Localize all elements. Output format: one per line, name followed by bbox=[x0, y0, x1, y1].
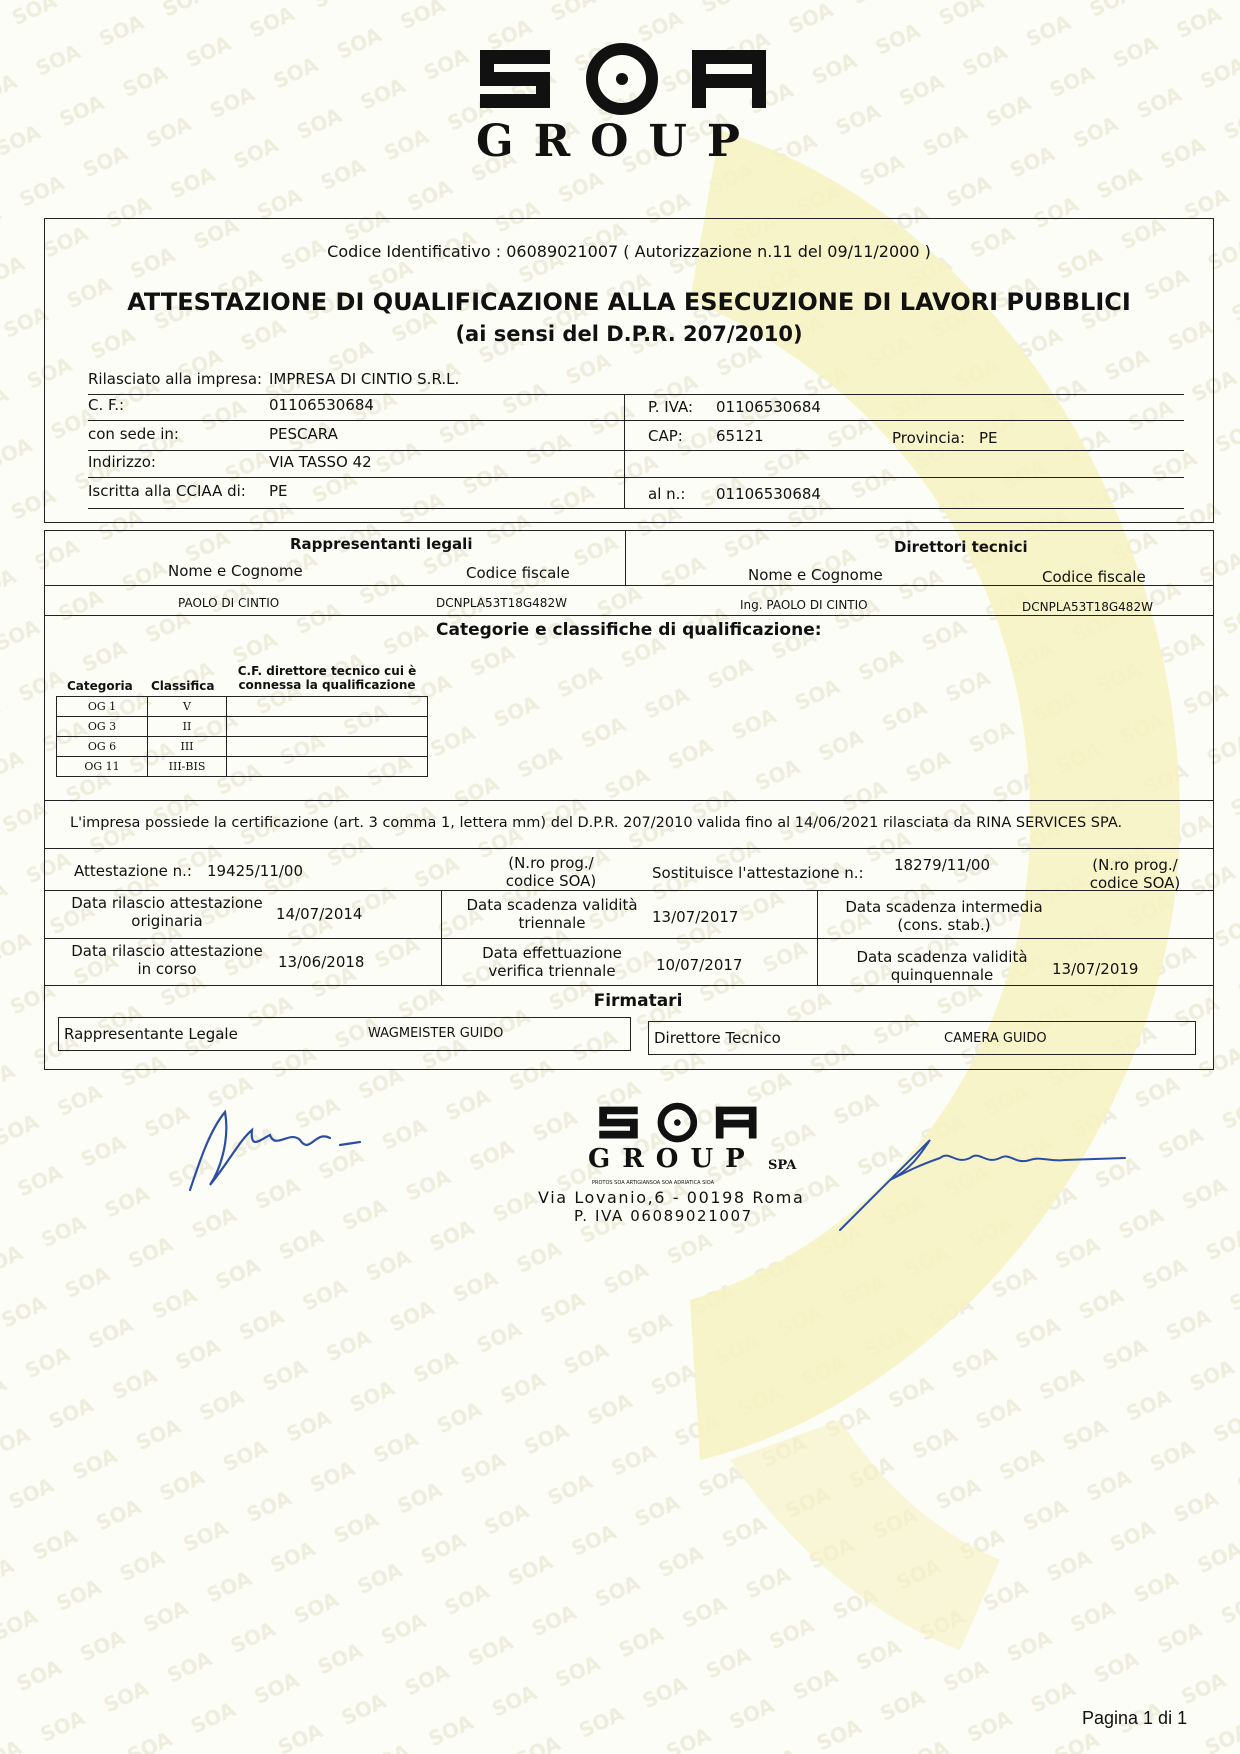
sede-label: con sede in: bbox=[88, 425, 179, 443]
eff-trien-l1: Data effettuazione bbox=[482, 944, 622, 962]
page-number: Pagina 1 di 1 bbox=[1082, 1708, 1188, 1728]
rilascio-orig-l2: originaria bbox=[131, 912, 203, 930]
cciaa-value: PE bbox=[269, 482, 288, 500]
cf-value: 01106530684 bbox=[269, 396, 374, 414]
col-categoria: Categoria bbox=[67, 679, 133, 693]
table-row bbox=[57, 697, 428, 717]
aln-value: 01106530684 bbox=[716, 485, 821, 503]
document-subtitle: (ai sensi del D.P.R. 207/2010) bbox=[455, 322, 803, 346]
indirizzo-label: Indirizzo: bbox=[88, 453, 156, 471]
cat-cell: OG 6 bbox=[57, 737, 148, 757]
provincia-label: Provincia: bbox=[892, 429, 966, 447]
rapp-cf-header: Codice fiscale bbox=[466, 564, 570, 582]
firmatari-title: Firmatari bbox=[593, 991, 683, 1011]
sostituisce-label: Sostituisce l'attestazione n.: bbox=[652, 864, 864, 882]
cciaa-label: Iscritta alla CCIAA di: bbox=[88, 482, 246, 500]
rilascio-orig-label bbox=[60, 894, 274, 930]
cap-value: 65121 bbox=[716, 427, 764, 445]
col-cf-qualificazione bbox=[226, 664, 428, 692]
codice-identificativo: Codice Identificativo : 06089021007 ( Autorizzazione n.11 del 09/11/2000 ) bbox=[327, 242, 931, 261]
scad-trien-label bbox=[444, 896, 660, 932]
rilasciato-label: Rilasciato alla impresa: bbox=[88, 370, 263, 388]
rilascio-corso-value: 13/06/2018 bbox=[278, 953, 365, 971]
classifica-cell: V bbox=[148, 697, 227, 717]
classifica-cell: II bbox=[148, 717, 227, 737]
dir-cf-header: Codice fiscale bbox=[1042, 568, 1146, 586]
dir-cf: DCNPLA53T18G482W bbox=[1022, 600, 1153, 614]
document-title: ATTESTAZIONE DI QUALIFICAZIONE ALLA ESECUZIONE DI LAVORI PUBBLICI bbox=[127, 288, 1131, 316]
table-row bbox=[57, 717, 428, 737]
rilascio-orig-l1: Data rilascio attestazione bbox=[71, 894, 263, 912]
cat-cell: OG 1 bbox=[57, 697, 148, 717]
col-cf-line2: connessa la qualificazione bbox=[238, 678, 416, 692]
categories-title: Categorie e classifiche di qualificazione: bbox=[436, 620, 822, 640]
cat-cell: OG 11 bbox=[57, 757, 148, 777]
classifica-cell: III bbox=[148, 737, 227, 757]
footer-tagline: PROTOS SOA ARTIGIANSOA SOA ADRIATICA SIOA bbox=[592, 1180, 715, 1186]
quinq-label bbox=[830, 948, 1054, 984]
cf-cell bbox=[227, 697, 428, 717]
firmatario-dir-value: CAMERA GUIDO bbox=[944, 1031, 1047, 1046]
footer-soa-logo-mark bbox=[584, 1100, 774, 1144]
piva-label: P. IVA: bbox=[648, 398, 694, 416]
eff-trien-value: 10/07/2017 bbox=[656, 956, 743, 974]
scad-trien-l2: triennale bbox=[518, 914, 586, 932]
table-row bbox=[57, 757, 428, 777]
soa-logo-mark bbox=[470, 38, 780, 118]
cf-cell bbox=[227, 757, 428, 777]
scad-inter-l1: Data scadenza intermedia bbox=[845, 898, 1043, 916]
eff-trien-l2: verifica triennale bbox=[488, 962, 616, 980]
scad-inter-l2: (cons. stab.) bbox=[897, 916, 991, 934]
soa-group-logo bbox=[470, 38, 780, 168]
table-row bbox=[57, 737, 428, 757]
nro-prog-2 bbox=[1070, 856, 1200, 892]
eff-trien-label bbox=[444, 944, 660, 980]
classifica-cell: III-BIS bbox=[148, 757, 227, 777]
footer-piva: P. IVA 06089021007 bbox=[574, 1207, 753, 1225]
signature-right bbox=[830, 1110, 1130, 1240]
cf-label: C. F.: bbox=[88, 396, 125, 414]
sostituisce-value: 18279/11/00 bbox=[894, 856, 990, 874]
scad-trien-l1: Data scadenza validità bbox=[466, 896, 638, 914]
cap-label: CAP: bbox=[648, 427, 683, 445]
dir-tecnici-title: Direttori tecnici bbox=[894, 538, 1028, 556]
dir-nome-header: Nome e Cognome bbox=[748, 566, 883, 584]
provincia-value: PE bbox=[979, 429, 998, 447]
footer-address: Via Lovanio,6 - 00198 Roma bbox=[538, 1188, 805, 1207]
col-cf-line1: C.F. direttore tecnico cui è bbox=[237, 664, 417, 678]
categories-table bbox=[56, 696, 428, 777]
firmatario-rapp-label: Rappresentante Legale bbox=[64, 1025, 238, 1043]
firmatario-dir-label: Direttore Tecnico bbox=[654, 1029, 781, 1047]
nro-prog-2-l2: codice SOA) bbox=[1089, 874, 1181, 892]
nro-prog-1-l2: codice SOA) bbox=[505, 872, 597, 890]
rapp-cf: DCNPLA53T18G482W bbox=[436, 596, 567, 610]
rilasciato-value: IMPRESA DI CINTIO S.R.L. bbox=[269, 370, 460, 388]
footer-logo-spa: SPA bbox=[768, 1158, 797, 1173]
rapp-legali-title: Rappresentanti legali bbox=[290, 535, 473, 553]
rilascio-corso-label bbox=[60, 942, 274, 978]
footer-stamp bbox=[530, 1100, 830, 1240]
rilascio-orig-value: 14/07/2014 bbox=[276, 905, 363, 923]
dir-name: Ing. PAOLO DI CINTIO bbox=[740, 598, 868, 612]
quinq-l1: Data scadenza validità bbox=[856, 948, 1028, 966]
scad-inter-label bbox=[824, 898, 1064, 934]
certification-text: L'impresa possiede la certificazione (art. 3 comma 1, lettera mm) del D.P.R. 207/2010 valida fino al 14/06/2021 rilasciata da RINA SERVICES SPA. bbox=[70, 815, 1123, 831]
indirizzo-value: VIA TASSO 42 bbox=[269, 453, 372, 471]
aln-label: al n.: bbox=[648, 485, 686, 503]
nro-prog-2-l1: (N.ro prog./ bbox=[1092, 856, 1178, 874]
footer-logo-group: GROUP bbox=[588, 1144, 757, 1174]
col-classifica: Classifica bbox=[151, 679, 215, 693]
scad-trien-value: 13/07/2017 bbox=[652, 908, 739, 926]
nro-prog-1-l1: (N.ro prog./ bbox=[508, 854, 594, 872]
rilascio-corso-l1: Data rilascio attestazione bbox=[71, 942, 263, 960]
cat-cell: OG 3 bbox=[57, 717, 148, 737]
rapp-nome-header: Nome e Cognome bbox=[168, 562, 303, 580]
cf-cell bbox=[227, 717, 428, 737]
signature-left bbox=[180, 1100, 370, 1200]
nro-prog-1 bbox=[486, 854, 616, 890]
quinq-value: 13/07/2019 bbox=[1052, 960, 1139, 978]
attestazione-label: Attestazione n.: bbox=[74, 862, 192, 880]
quinq-l2: quinquennale bbox=[890, 966, 994, 984]
firmatario-rapp-value: WAGMEISTER GUIDO bbox=[368, 1026, 504, 1041]
piva-value: 01106530684 bbox=[716, 398, 821, 416]
rapp-name: PAOLO DI CINTIO bbox=[178, 596, 280, 610]
rilascio-corso-l2: in corso bbox=[137, 960, 197, 978]
sede-value: PESCARA bbox=[269, 425, 338, 443]
attestazione-value: 19425/11/00 bbox=[207, 862, 303, 880]
cf-cell bbox=[227, 737, 428, 757]
logo-group-text: GROUP bbox=[476, 116, 760, 167]
